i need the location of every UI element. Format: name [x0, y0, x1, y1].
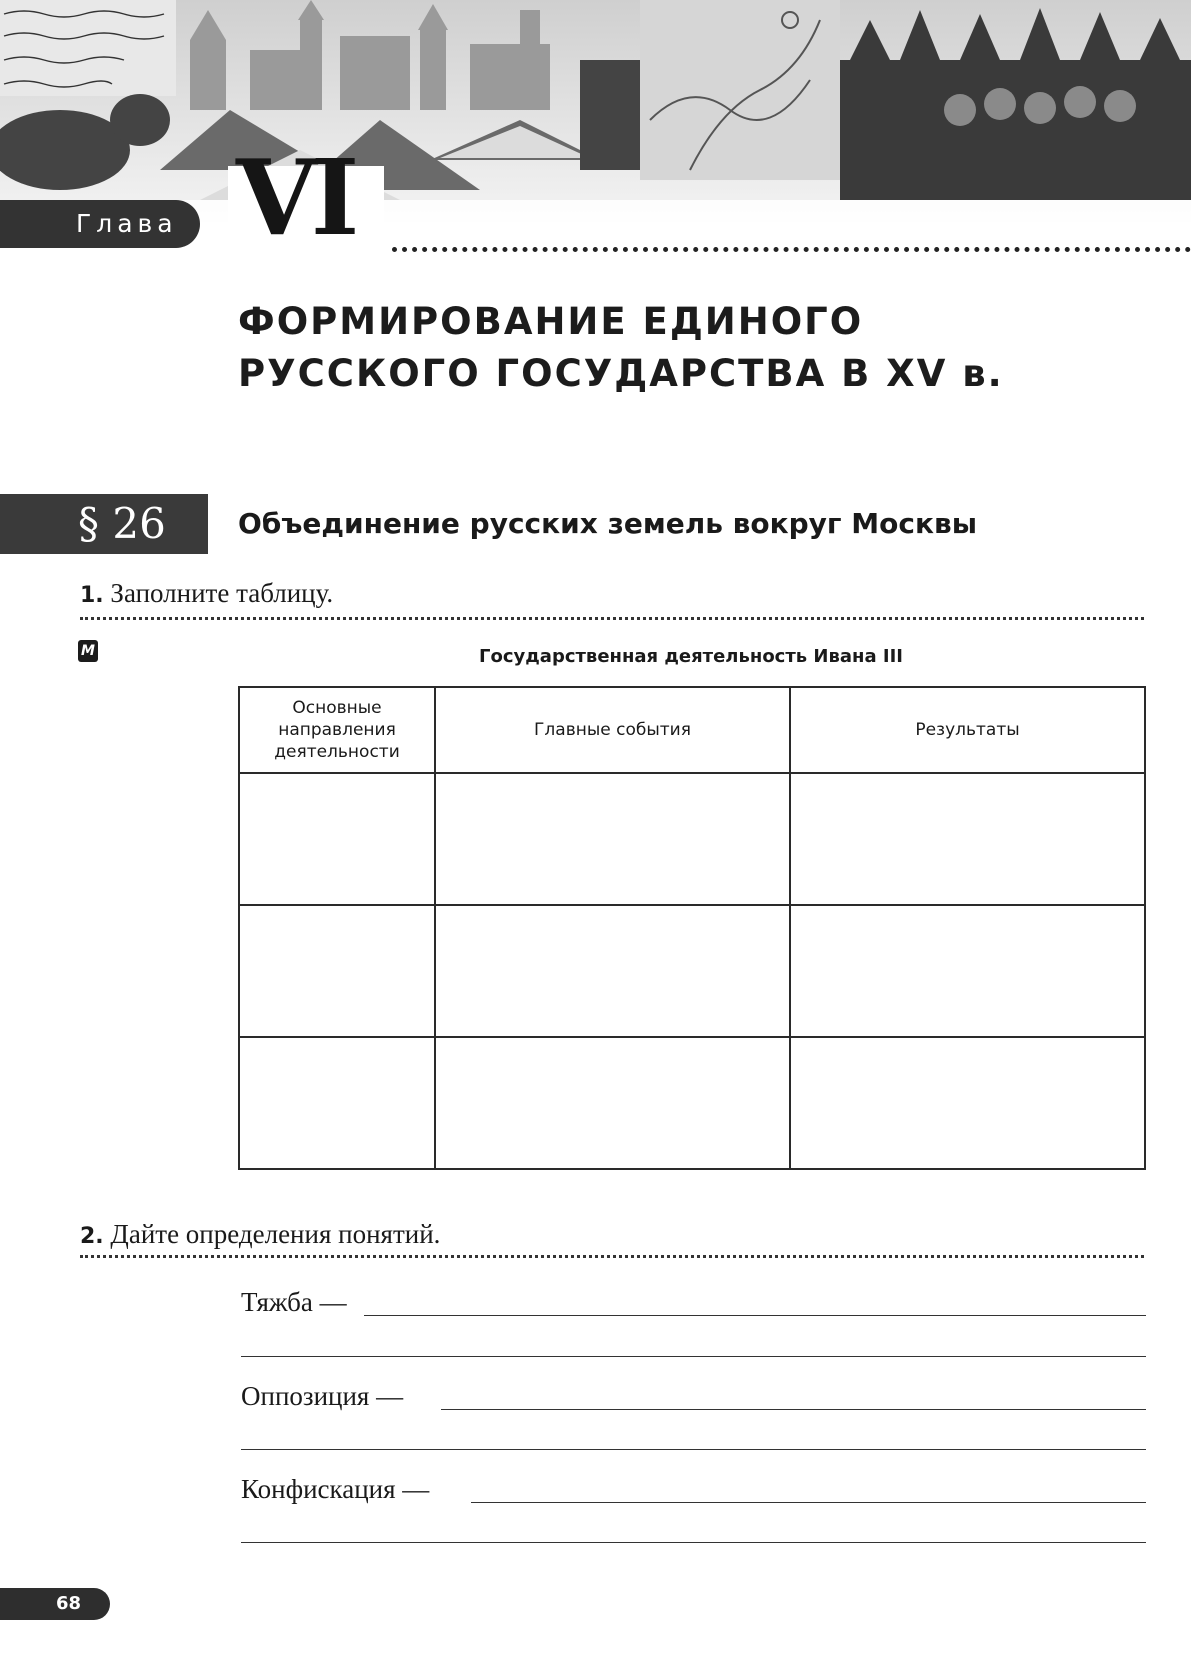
table-cell-input[interactable] — [239, 773, 435, 905]
ivan-iii-activity-table — [238, 686, 1146, 1170]
definition-term: Конфискация — — [241, 1474, 441, 1505]
chapter-number: VI — [236, 136, 354, 259]
page-number: 68 — [56, 1593, 82, 1614]
table-cell-input[interactable] — [790, 905, 1145, 1037]
column-header-directions: Основные направления деятельности — [239, 687, 435, 773]
table-cell-input[interactable] — [435, 773, 790, 905]
definition-row-opposition — [241, 1374, 1146, 1414]
definition-term: Оппозиция — — [241, 1381, 415, 1412]
table-row — [239, 773, 1145, 905]
task-2-text: Дайте определения понятий. — [103, 1219, 441, 1249]
chapter-title — [238, 296, 1004, 400]
definition-row-tyazhba — [241, 1280, 1146, 1320]
chapter-header-illustration — [0, 0, 1191, 222]
table-header-row — [239, 687, 1145, 773]
table-cell-input[interactable] — [239, 905, 435, 1037]
table-cell-input[interactable] — [790, 1037, 1145, 1169]
section-title: Объединение русских земель вокруг Москвы — [238, 507, 978, 540]
task-2-dotted-rule — [80, 1255, 1144, 1258]
task-2-instruction — [80, 1219, 440, 1250]
answer-line[interactable] — [471, 1502, 1146, 1503]
table-cell-input[interactable] — [435, 1037, 790, 1169]
page-number-pill — [0, 1588, 110, 1620]
task-1-number: 1. — [80, 583, 104, 608]
table-cell-input[interactable] — [790, 773, 1145, 905]
task-1-text: Заполните таблицу. — [103, 578, 334, 608]
task-1-instruction — [80, 578, 333, 609]
m-icon: M — [78, 640, 98, 662]
table-cell-input[interactable] — [239, 1037, 435, 1169]
definition-term: Тяжба — — [241, 1287, 359, 1318]
answer-line[interactable] — [441, 1409, 1146, 1410]
table-cell-input[interactable] — [435, 905, 790, 1037]
column-header-events: Главные события — [435, 687, 790, 773]
column-header-results: Результаты — [790, 687, 1145, 773]
chapter-title-line-2: РУССКОГО ГОСУДАРСТВА В XV в. — [238, 352, 1004, 395]
task-2-number: 2. — [80, 1224, 104, 1249]
table-caption: Государственная деятельность Ивана III — [479, 646, 903, 667]
chapter-title-line-1: ФОРМИРОВАНИЕ ЕДИНОГО — [238, 300, 864, 343]
answer-line[interactable] — [241, 1542, 1146, 1543]
task-1-dotted-rule — [80, 617, 1144, 620]
chapter-dotted-rule — [392, 247, 1191, 252]
section-number: § 26 — [78, 499, 166, 548]
table-row — [239, 1037, 1145, 1169]
answer-line[interactable] — [241, 1356, 1146, 1357]
answer-line[interactable] — [241, 1449, 1146, 1450]
definition-row-confiscation — [241, 1467, 1146, 1507]
chapter-label: Глава — [76, 209, 178, 238]
answer-line[interactable] — [364, 1315, 1146, 1316]
table-row — [239, 905, 1145, 1037]
